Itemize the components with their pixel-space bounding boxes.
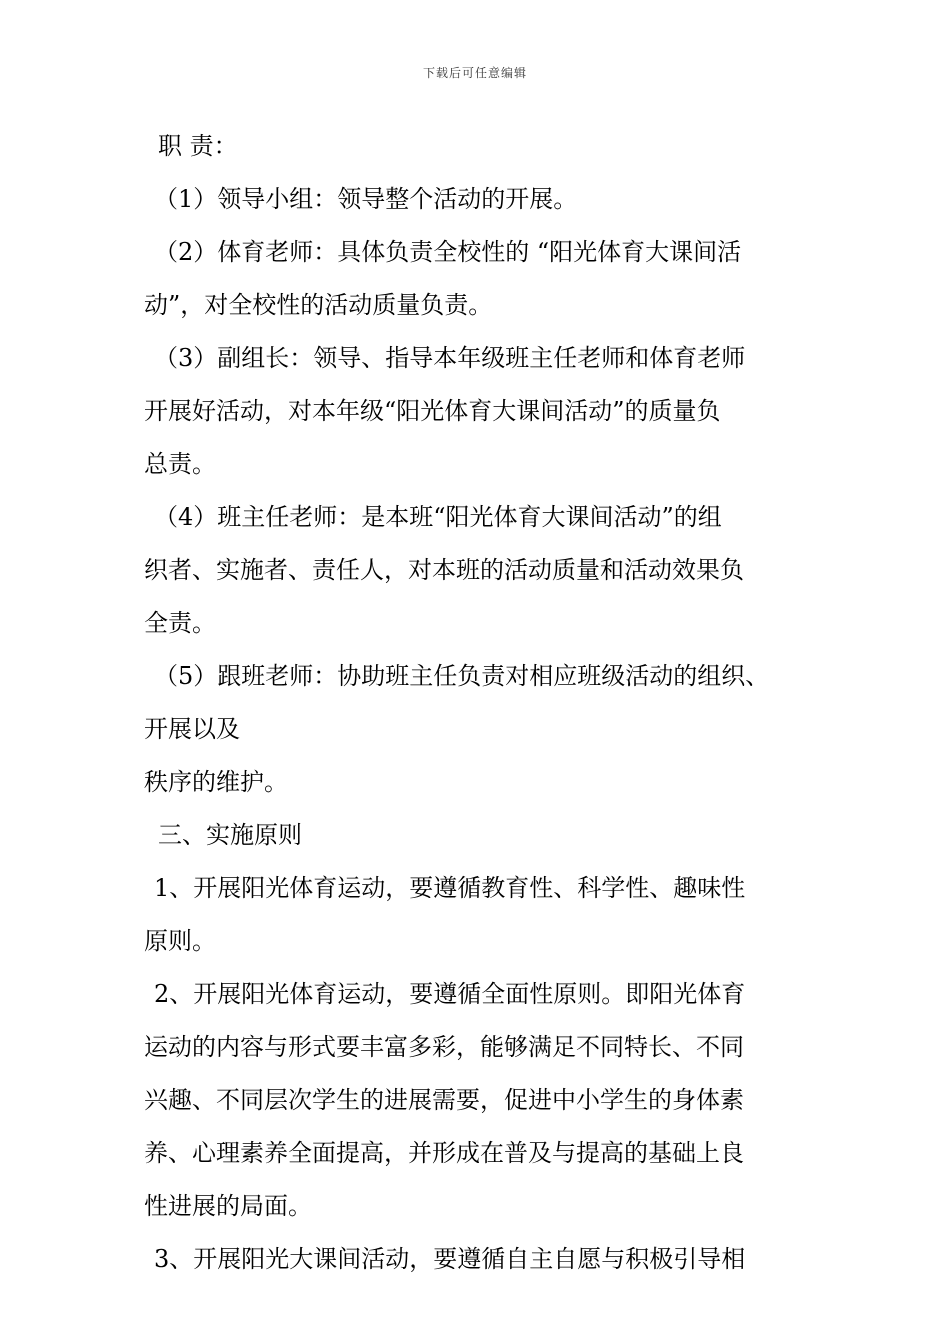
paragraph-line: （5）跟班老师：协助班主任负责对相应班级活动的组织、	[154, 662, 770, 690]
paragraph-line: 全责。	[144, 609, 216, 637]
paragraph-line: 养、心理素养全面提高，并形成在普及与提高的基础上良	[144, 1139, 744, 1167]
paragraph-line: 3、开展阳光大课间活动，要遵循自主自愿与积极引导相	[154, 1245, 746, 1273]
paragraph-line: 总责。	[144, 450, 216, 478]
paragraph-line: 性进展的局面。	[144, 1192, 312, 1220]
paragraph-line: 动”，对全校性的活动质量负责。	[144, 291, 493, 319]
paragraph-line: 开展好活动，对本年级“阳光体育大课间活动”的质量负	[144, 397, 721, 425]
paragraph-line: （1）领导小组：领导整个活动的开展。	[154, 185, 578, 213]
paragraph-line: 2、开展阳光体育运动，要遵循全面性原则。即阳光体育	[154, 980, 746, 1008]
paragraph-line: 秩序的维护。	[144, 768, 288, 796]
paragraph-line: （3）副组长：领导、指导本年级班主任老师和体育老师	[154, 344, 746, 372]
header-note: 下载后可任意编辑	[422, 66, 527, 80]
paragraph-line: 原则。	[144, 927, 216, 955]
paragraph-line: 运动的内容与形式要丰富多彩，能够满足不同特长、不同	[144, 1033, 744, 1061]
paragraph-line: 1、开展阳光体育运动，要遵循教育性、科学性、趣味性	[154, 874, 746, 902]
section-heading: 三、实施原则	[158, 821, 302, 849]
paragraph-line: 织者、实施者、责任人，对本班的活动质量和活动效果负	[144, 556, 744, 584]
document-body	[144, 120, 834, 1286]
paragraph-line: （4）班主任老师：是本班“阳光体育大课间活动”的组	[154, 503, 722, 531]
paragraph-line: 开展以及	[144, 715, 240, 743]
paragraph-line: 兴趣、不同层次学生的进展需要，促进中小学生的身体素	[144, 1086, 744, 1114]
heading-duties: 职 责：	[158, 132, 238, 160]
paragraph-line: （2）体育老师：具体负责全校性的 “阳光体育大课间活	[154, 238, 742, 266]
